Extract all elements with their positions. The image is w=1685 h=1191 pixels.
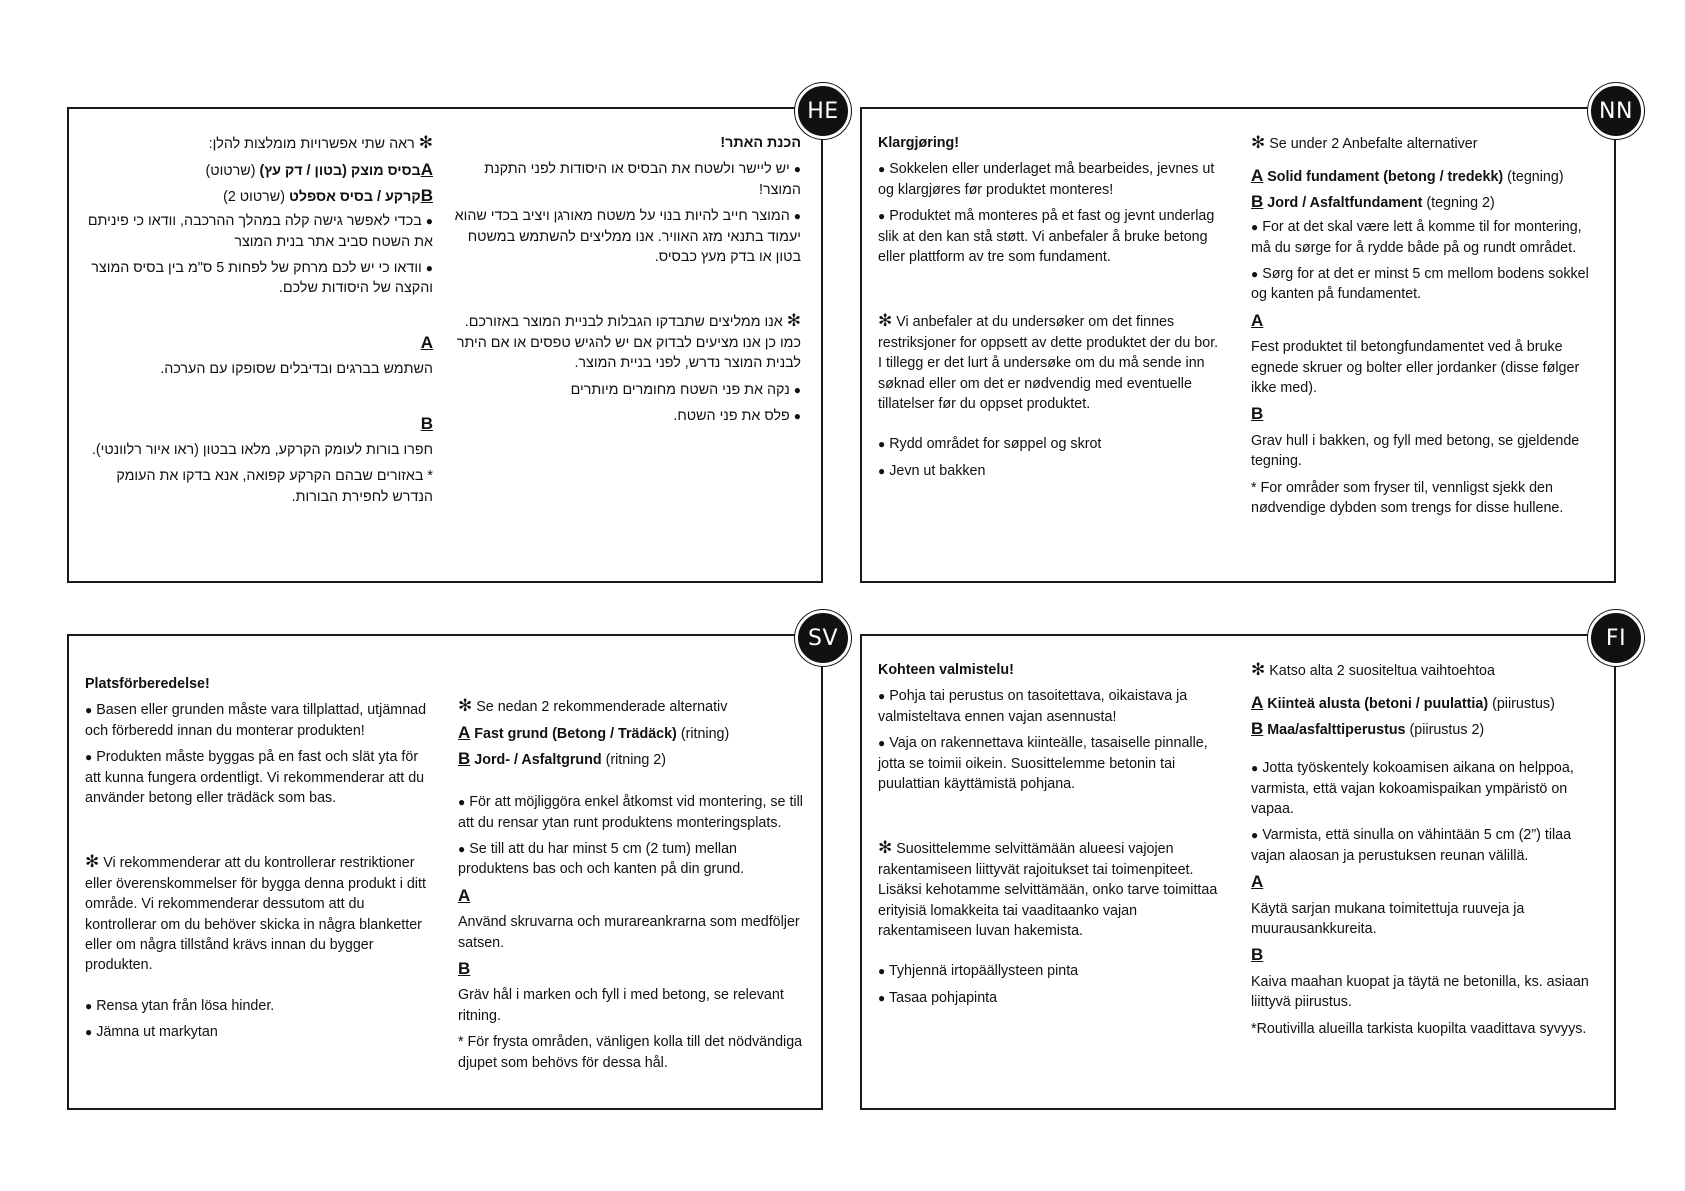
- fi-frost-note: *Routivilla alueilla tarkista kuopilta vaadittava syvyys.: [1251, 1020, 1587, 1037]
- language-badge-fi: FI: [1588, 610, 1644, 666]
- nn-text-b: Grav hull i bakken, og fyll med betong, se gjeldende tegning.: [1251, 432, 1580, 470]
- panel-fi: [860, 625, 1627, 1110]
- nn-column-right: [1251, 133, 1599, 525]
- he-option-b: Bקרקע / בסיס אספלט (שרטוט 2): [223, 185, 433, 205]
- panel-nn: [860, 98, 1633, 583]
- fi-bullet-2: ● Vaja on rakennettava kiinteälle, tasaiselle pinnalle, jotta se toimii oikein. Suosittelemme betonin tai puulattian käyttämistä pohjana.: [878, 735, 1208, 793]
- he-text-a: השתמש בברגים ובדיבלים שסופקו עם הערכה.: [160, 361, 433, 378]
- he-bullet-1: ● יש ליישר ולשטח את הבסיס או היסודות לפני התקנת המוצר!: [484, 161, 801, 198]
- fi-text-a: Käytä sarjan mukana toimitettuja ruuveja ja muurausankkureita.: [1251, 900, 1525, 938]
- nn-option-b: B Jord / Asfaltfundament (tegning 2): [1251, 191, 1495, 211]
- nn-distance-bullet: ● Sørg for at det er minst 5 cm mellom bodens sokkel og kanten på fundamentet.: [1251, 266, 1589, 303]
- sv-text-b: Gräv hål i marken och fyll i med betong, se relevant ritning.: [458, 987, 784, 1024]
- fi-title: Kohteen valmistelu!: [878, 662, 1014, 678]
- he-frost-note: * באזורים שבהם הקרקע קפואה, אנא בדקו את העומק הנדרש לחפירת הבורות.: [116, 468, 433, 505]
- sv-frost-note: * För frysta områden, vänligen kolla till det nödvändiga djupet som behövs för dessa hål.: [458, 1034, 803, 1071]
- nn-label-b: B: [1251, 404, 1264, 424]
- he-distance-bullet: ● וודאו כי יש לכם מרחק של לפחות 5 ס"מ בין בסיס המוצר והקצה של היסודות שלכם.: [91, 260, 433, 297]
- fi-column-left: [878, 660, 1226, 1014]
- sv-bullet-1: ● Basen eller grunden måste vara tillplattad, utjämnad och förberedd innan du monterar produkten!: [85, 702, 427, 739]
- asterisk-icon: ✻: [1251, 133, 1266, 152]
- he-clear-item: ● נקה את פני השטח מחומרים מיותרים: [570, 381, 801, 398]
- sv-text-a: Använd skruvarna och murareankrarna som medföljer satsen.: [458, 914, 800, 951]
- fi-text-b: Kaiva maahan kuopat ja täytä ne betonilla, ks. asiaan liittyvä piirustus.: [1251, 973, 1589, 1011]
- fi-intro: ✻ Katso alta 2 suositeltua vaihtoehtoa: [1251, 660, 1495, 679]
- language-badge-sv: SV: [795, 610, 851, 666]
- he-label-b: B: [420, 413, 433, 433]
- nn-restrictions-note: ✻ Vi anbefaler at du undersøker om det finnes restriksjoner for oppsett av dette produktet der du bor. I tillegg er det lurt å undersøke om du må sende inn søknad eller om det er nødvendig med eventuelle tillatelser før du oppset produktet.: [878, 311, 1219, 413]
- fi-access-bullet: ● Jotta työskentely kokoamisen aikana on helppoa, varmista, että vajan kokoamispaikan ympäristö on vapaa.: [1251, 760, 1574, 818]
- asterisk-icon: ✻: [878, 311, 893, 331]
- sv-bullet-2: ● Produkten måste byggas på en fast och slät yta för att kunna fungera ordentligt. Vi rekommenderar att du använder betong eller trädäck som bas.: [85, 749, 425, 807]
- fi-distance-bullet: ● Varmista, että sinulla on vähintään 5 cm (2”) tilaa vajan alaosan ja perustuksen reunan välillä.: [1251, 827, 1572, 864]
- nn-column-left: [878, 133, 1226, 487]
- asterisk-icon: ✻: [786, 311, 801, 331]
- nn-title: Klargjøring!: [878, 135, 960, 151]
- fi-bullet-1: ● Pohja tai perustus on tasoitettava, oikaistava ja valmisteltava ennen vajan asennusta!: [878, 688, 1188, 725]
- he-option-a: Aבסיס מוצק (בטון / דק עץ) (שרטוט): [205, 160, 433, 180]
- sv-column-left: [85, 674, 433, 1049]
- language-badge-nn: NN: [1588, 83, 1644, 139]
- nn-clear-item: ● Rydd området for søppel og skrot: [878, 436, 1102, 453]
- fi-column-right: [1251, 660, 1599, 1045]
- sv-clear-item: ● Rensa ytan från lösa hinder.: [85, 997, 275, 1014]
- asterisk-icon: ✻: [458, 696, 473, 715]
- nn-access-bullet: ● For at det skal være lett å komme til for montering, må du sørge for å rydde både på og rundt området.: [1251, 219, 1582, 256]
- panel-he: [67, 98, 839, 583]
- asterisk-icon: ✻: [1251, 660, 1266, 679]
- nn-label-a: A: [1251, 310, 1264, 330]
- he-restrictions-note: ✻ אנו ממליצים שתבדקו הגבלות לבניית המוצר באזורכם. כמו כן אנו מציעים לבדוק אם יש להגיש טפסים או אם היתר לבנית המוצר נדרש, לפני בניית המוצר.: [456, 311, 801, 372]
- he-title: הכנת האתר!: [720, 135, 801, 151]
- he-label-a: A: [420, 332, 433, 352]
- sv-level-item: ● Jämna ut markytan: [85, 1024, 218, 1041]
- fi-clear-item: ● Tyhjennä irtopäällysteen pinta: [878, 963, 1079, 980]
- sv-title: Platsförberedelse!: [85, 676, 210, 692]
- he-access-bullet: ● בכדי לאפשר גישה קלה במהלך ההרכבה, וודאו כי פיניתם את השטח סביב אתר בנית המוצר: [87, 213, 433, 250]
- he-bullet-2: ● המוצר חייב להיות בנוי על משטח מאורגן ויציב בכדי שהוא יעמוד בתנאי מזג האוויר. אנו ממליצים להשתמש במשטח בטון או בדק מעץ כבסיס.: [454, 208, 801, 266]
- he-intro: ✻ ראה שתי אפשרויות מומלצות להלן:: [208, 133, 433, 152]
- asterisk-icon: ✻: [418, 133, 433, 152]
- nn-frost-note: * For områder som fryser til, vennligst sjekk den nødvendige dybden som trengs for disse hullene.: [1251, 479, 1564, 517]
- fi-option-a: A Kiinteä alusta (betoni / puulattia) (piirustus): [1251, 693, 1555, 713]
- sv-option-a: A Fast grund (Betong / Trädäck) (ritning): [458, 723, 730, 743]
- fi-label-b: B: [1251, 945, 1264, 965]
- fi-option-b: B Maa/asfalttiperustus (piirustus 2): [1251, 718, 1485, 738]
- sv-restrictions-note: ✻ Vi rekommenderar att du kontrollerar restriktioner eller överenskommelser för bygga denna produkt i ditt område. Vi rekommenderar dessutom att du kontrollerar om du behöver skicka in några blanketter eller om några tillstånd krävs innan du bygger produkten.: [85, 852, 426, 974]
- nn-level-item: ● Jevn ut bakken: [878, 462, 986, 479]
- he-text-b: חפרו בורות לעומק הקרקע, מלאו בבטון (ראו איור רלוונטי).: [91, 442, 433, 459]
- sv-label-a: A: [458, 885, 471, 905]
- nn-bullet-1: ● Sokkelen eller underlaget må bearbeides, jevnes ut og klargjøres før produktet monteres!: [878, 161, 1215, 198]
- sv-column-right: [458, 696, 806, 1079]
- sv-label-b: B: [458, 959, 471, 979]
- asterisk-icon: ✻: [85, 852, 100, 872]
- sv-option-b: B Jord- / Asfaltgrund (ritning 2): [458, 748, 666, 768]
- sv-distance-bullet: ● Se till att du har minst 5 cm (2 tum) mellan produktens bas och och kanten på din grund.: [458, 841, 745, 878]
- he-level-item: ● פלס את פני השטח.: [673, 408, 801, 425]
- fi-restrictions-note: ✻ Suosittelemme selvittämään alueesi vajojen rakentamiseen liittyvät rajoitukset tai toimenpiteet. Lisäksi kehotamme selvittämään, onko tarve toimittaa erityisiä lomakkeita tai vaaditaanko vajan rakentamiseen luvan hakemista.: [878, 838, 1218, 940]
- nn-bullet-2: ● Produktet må monteres på et fast og jevnt underlag slik at den kan stå støtt. Vi anbefaler å bruke betong eller plattform av tre som fundament.: [878, 208, 1215, 266]
- nn-text-a: Fest produktet til betongfundamentet ved å bruke egnede skruer og bolter eller jordanker (disse følger ikke med).: [1251, 339, 1580, 397]
- sv-access-bullet: ● För att möjliggöra enkel åtkomst vid montering, se till att du rensar ytan runt produktens monteringsplats.: [458, 794, 803, 831]
- asterisk-icon: ✻: [878, 838, 893, 858]
- fi-level-item: ● Tasaa pohjapinta: [878, 989, 998, 1006]
- panel-sv: [67, 625, 838, 1110]
- sv-intro: ✻ Se nedan 2 rekommenderade alternativ: [458, 696, 728, 715]
- nn-intro: ✻ Se under 2 Anbefalte alternativer: [1251, 133, 1478, 152]
- nn-option-a: A Solid fundament (betong / tredekk) (tegning): [1251, 166, 1564, 186]
- he-column-left: [85, 133, 433, 513]
- language-badge-he: HE: [795, 83, 851, 139]
- he-column-right: [453, 133, 801, 432]
- fi-label-a: A: [1251, 872, 1264, 892]
